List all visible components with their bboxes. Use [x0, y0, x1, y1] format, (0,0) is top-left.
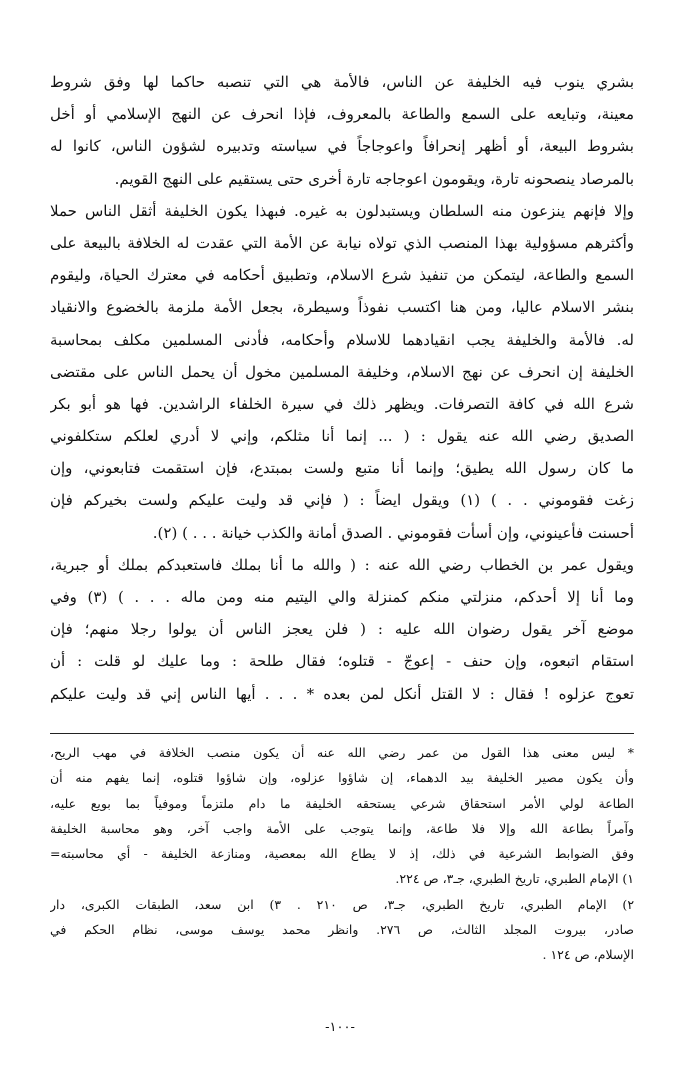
footnote-line: الطاعة لولي الأمر استحقاق شرعي يستحقه الخليفة ما دام ملتزماً وموفياً بما بويع عليه، — [50, 795, 634, 811]
text-line: تعوج عزلوه ! فقال : لا القتل أنكل لمن بعده * . . . أيها الناس إني قد وليت عليكم — [50, 684, 634, 703]
text-line: له. فالأمة والخليفة يجب انقيادهما للاسلام وأحكامه، فأدنى المسلمين مكلف بمحاسبة — [50, 330, 634, 349]
footnote-line: * ليس معنى هذا القول من عمر رضي الله عنه أن يكون منصب الخلافة في مهب الريح، — [50, 745, 634, 760]
text-line: بنشر الاسلام عاليا، ومن هنا اكتسب نفوذاً وسيطرة، بجعل الأمة ملزمة بالخضوع والانقياد — [50, 298, 634, 317]
footnote-line: ١) الإمام الطبري، تاريخ الطبري، جـ٣، ص ٢٢٤. — [395, 871, 634, 887]
footnote-line: صادر، بيروت المجلد الثالث، ص ٢٧٦. وانظر محمد يوسف موسى، نظام الحكم في — [50, 922, 634, 938]
text-line: ما كان رسول الله يطيق؛ وإنما أنا متبع ولست بمبتدع، فإن استقمت فتابعوني، وإن — [50, 459, 634, 478]
text-line: شرع الله في كافة التصرفات. ويظهر ذلك في سيرة الخلفاء الراشدين. فها هو أبو بكر — [50, 394, 634, 413]
text-line: الخليفة إن انحرف عن نهج الاسلام، وخليفة المسلمين مخول أن يحمل الناس على مقتضى — [50, 362, 634, 381]
footnote-line: وآمراً بطاعة الله وإلا فلا طاعة، وإنما يتوجب على الأمة واجب آخر، وهو محاسبة الخليفة — [50, 820, 634, 836]
footnote-line: ٢) الإمام الطبري، تاريخ الطبري، جـ٣، ص ٢١٠ . ٣) ابن سعد، الطبقات الكبرى، دار — [50, 896, 634, 912]
text-line: بشري ينوب فيه الخليفة عن الناس، فالأمة هي التي تنصبه حاكما لها وفق شروط — [50, 73, 634, 91]
footnote-line: وفق الضوابط الشرعية في ذلك، إذ لا يطاع الله بمعصية، ومنازعة الخليفة - أي محاسبته= — [50, 846, 634, 862]
text-line: بشروط البيعة، أو أظهر إنحرافاً واعوجاجاً في سياسته وتدبيره لشؤون الناس، كانوا له — [50, 137, 634, 156]
text-line: أحسنت فأعينوني، وإن أسأت فقوموني . الصدق أمانة والكذب خيانة . . . ) (٢). — [152, 523, 634, 542]
footnote-line: وأن يكون مصير الخليفة بيد الدهماء، إن شاؤوا عزلوه، وإن شاؤوا قتلوه، إنما يفهم منه أن — [50, 770, 634, 786]
text-line: بالمرصاد ينصحونه تارة، ويقومون اعوجاجه تارة أخرى حتى يستقيم على النهج القويم. — [114, 169, 634, 188]
text-line: زغت فقوموني . . ) (١) ويقول ايضاً : ( فإني قد وليت عليكم ولست بخيركم فإن — [50, 491, 634, 510]
text-line: وما أنا إلا أحدكم، منزلتي منكم كمنزلة والي اليتيم منه ومن ماله . . . ) (٣) وفي — [50, 588, 634, 606]
main-text — [50, 66, 634, 710]
footnote-divider — [50, 733, 634, 734]
text-line: وأكثرهم مسؤولية بهذا المنصب الذي تولاه نيابة عن الأمة التي عقدت له الخلافة بالبيعة على — [50, 233, 634, 252]
footnotes — [50, 740, 634, 968]
text-line: استقام اتبعوه، وإن حنف - إعوجّ - قتلوه؛ فقال طلحة : وما عليك لو قلت : أن — [50, 652, 634, 671]
page-number: -١٠٠- — [325, 1020, 355, 1035]
text-line: الصديق رضي الله عنه يقول : ( ... إنما أنا مثلكم، وإني لا أدري لعلكم ستكلفوني — [50, 427, 634, 446]
text-line: السمع والطاعة، ليتمكن من تنفيذ شرع الاسلام، وتطبيق أحكامه في معترك الحياة، وليقوم — [50, 266, 634, 285]
footnote-line: الإسلام، ص ١٢٤ . — [542, 947, 634, 963]
text-line: معينة، وتبايعه على السمع والطاعة بالمعروف، فإذا انحرف عن النهج الإسلامي أو أخل — [50, 105, 634, 124]
text-line: موضع آخر يقول رضوان الله عليه : ( فلن يعجز الناس أن يولوا رجلا منهم؛ فإن — [50, 620, 634, 639]
text-line: وإلا فإنهم ينزعون منه السلطان ويستبدلون به غيره. فبهذا يكون الخليفة أثقل الناس حملا — [50, 201, 634, 220]
text-line: ويقول عمر بن الخطاب رضي الله عنه : ( والله ما أنا بملك فاستعبدكم بملك أو جبرية، — [50, 555, 634, 574]
